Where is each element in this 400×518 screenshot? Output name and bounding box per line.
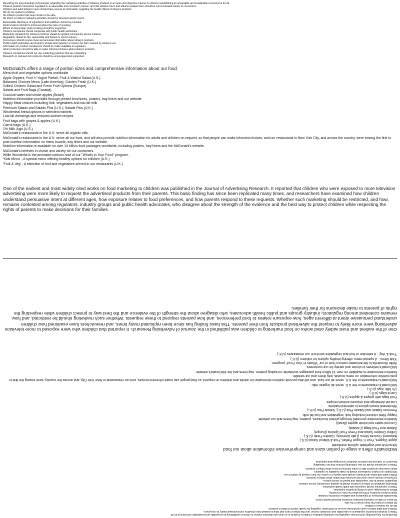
text-line: McDonald's restaurants in the U.K. serve all organic milk. xyxy=(311,382,397,387)
text-line: No tobacco product has been shown to be safe. xyxy=(344,500,397,504)
text-line: Tobacco companies should cooperate with public health authorities. xyxy=(3,29,78,33)
text-line: Tobacco companies should cooperate with public health authorities. xyxy=(322,485,397,489)
text-line: McDonald's offers a range of portion sizes and comprehensive information about our food xyxy=(223,447,397,452)
text-line: Premium Salads and Salads Plus (U.S.); Salads Plus (U.K.) xyxy=(307,408,397,413)
text-line: Tobacco products should be regulated in a reasonable and consistent manner, and that tobacco harm and tobacco-related risks should be communicated clearly to consumers. xyxy=(3,5,197,9)
text-line: Fruit bags with grapes & apples (U.K.) xyxy=(339,395,397,400)
text-line: Adult consumers should be able to make informed choices about tobacco products. xyxy=(304,466,397,470)
text-line: Apple Dippers, Fruit 'n Yogurt Parfait, Fruit & Walnut Salad (U.S.) xyxy=(299,438,397,443)
divider xyxy=(3,258,397,259)
text-line: Menu fruit and vegetable options worldwide xyxy=(3,71,69,76)
text-line: McDonald's restaurants in the U.K. serve all organic milk. xyxy=(3,131,89,136)
text-line: Children and adult tobacco users should have access to information regarding the health effects of tobacco products. xyxy=(267,506,397,510)
main-paragraph-block xyxy=(3,186,397,256)
paragraph: McDonald's restaurants in the U.K. serve all our food, and will also provide nutrition information for adults and children on request, so that people can make informed choices, and our restaurants in New York City, and across the country, were among the first to post nutrition information on menu boards, tray liners and our website. xyxy=(8,373,397,383)
text-line: Public health authorities and industry should work together to reduce the harm caused by tobacco use. xyxy=(3,42,117,46)
text-line: Information on product constituents should be made available to regulators. xyxy=(313,469,397,473)
text-line: Salads and Fruit Bags (Canada) xyxy=(3,88,52,93)
text-line: Salads and Fruit Bags (Canada) xyxy=(348,425,397,430)
text-line: 'Fruit & Veg' - A selection of fruit and vegetables served in our restaurants (U.K.) xyxy=(3,161,123,166)
text-line: Low-fat dressings and reduced-sodium recipes xyxy=(3,114,74,119)
text-line: Balanced Choices Menu (Latin America), Garden Fresh (U.K.) xyxy=(303,434,397,439)
text-line: 'Kids Menu' - A special menu offering healthy options for children (U.K.) xyxy=(290,356,397,361)
text-line: Adult smokers should be informed about the risks of smoking. xyxy=(3,23,72,27)
text-line: We do not market to children. xyxy=(3,11,36,15)
mid-text-block xyxy=(3,66,397,184)
text-line: Balanced Choices Menu (Latin America), Garden Fresh (U.K.) xyxy=(3,79,97,84)
text-line: Adult consumers should be able to make informed choices about tobacco products. xyxy=(3,48,96,52)
text-line: Tobacco products should be regulated in a reasonable and consistent manner, and that tobacco harm and tobacco-related risks should be communicated clearly to consumers. xyxy=(203,509,397,513)
text-line: Willie Wonderful is the animated cartoon host of our "What's in Your Food" program. xyxy=(271,361,397,366)
mirrored-mid-text-block xyxy=(3,334,397,452)
paragraph: Nutrition information is available on over 14 billion food packages worldwide, including posters, tray liners and the McDonald's website. xyxy=(3,144,205,149)
text-line: Premium Salads and Salads Plus (U.S.); Salads Plus (U.K.) xyxy=(3,105,93,110)
text-line: Apple Dippers, Fruit 'n Yogurt Parfait, Fruit & Walnut Salad (U.S.) xyxy=(3,75,101,80)
text-line: Reasonable disclosure of ingredients and additives should be provided. xyxy=(3,20,82,24)
text-line: No direct or indirect marketing activities should be directed toward minors. xyxy=(3,17,85,21)
text-line: Wholemeal bread options in selected markets xyxy=(3,109,72,114)
text-line: Reasonable disclosure of ingredients and additives should be provided. xyxy=(318,494,397,498)
text-line: Coconut water and whole apples (Brazil) xyxy=(336,421,397,426)
text-line: Fruit bags with grapes & apples (U.K.) xyxy=(3,118,61,123)
text-line: Grilled Chicken Salad and Fresh Fruit Options (Europe) xyxy=(3,84,87,89)
text-line: McDonald's believes in choice and variety for our customers. xyxy=(305,365,397,370)
text-line: Public health authorities and industry should work together to reduce the harm caused by tobacco use. xyxy=(283,472,397,476)
text-line: Nutrition information provided through printed brochures, posters, tray liners and our website xyxy=(258,416,397,421)
text-line: No direct or indirect marketing activities should be directed toward minors. xyxy=(315,497,397,501)
text-line: Coconut water and whole apples (Brazil) xyxy=(3,92,64,97)
text-line: Happy Meal choices including fruit, vegetables and low-fat milk xyxy=(3,101,98,106)
text-line: Resolving the long-standing controversies regarding the marketing activities of tobacco products in an open and objective manner is critical to establishing an acceptable and sustainable environment for all xyxy=(171,513,397,516)
text-line: Menu fruit and vegetable options worldwide xyxy=(331,442,397,447)
text-line: Marketing standards for tobacco products should be applied consistently across markets. xyxy=(3,32,102,36)
text-line: 1% Milk Jugs (U.S.) xyxy=(3,127,33,132)
text-line: Research on reduced-risk products should be encouraged and supported. xyxy=(3,54,85,58)
mirrored-paragraph-block xyxy=(3,262,397,332)
text-line: Adult smokers should be informed about the risks of smoking. xyxy=(328,491,397,495)
text-line: Resolving the long-standing controversies regarding the marketing activities of tobacco products in an open and objective manner is critical to establishing an acceptable and sustainable environment for all xyxy=(3,2,229,5)
paragraph: One of the earliest and most widely cited works on food marketing to children was published in the Journal of Advertising Research. It reported that children who were exposed to more television advertising were more likely to request the advertised products from their parents. This basic finding has since been replicated many times, and researchers have examined how children understand persuasive intent at different ages, how exposure relates to food preferences, and how parents respond to these requests. Whether such marketing should be restricted, and how, remains contested among regulators, industry groups and public health advocates, who disagree about the strength of the evidence and the best way to protect children while respecting the rights of parents to make decisions for their families. xyxy=(4,305,397,332)
text-line: Tobacco companies should not use marketing practices that are misleading. xyxy=(313,463,397,467)
text-line: Consumers should receive clear and accurate information about tobacco products. xyxy=(3,39,95,43)
text-line: Marketing standards for tobacco products should be applied consistently across markets. xyxy=(298,482,397,486)
text-line: 'Fruit & Veg' - A selection of fruit and vegetables served in our restaurants (U.K.) xyxy=(277,352,397,357)
text-line: No tobacco product has been shown to be safe. xyxy=(3,14,56,18)
paragraph: Nutrition information is available on over 14 billion food packages worldwide, including posters, tray liners and the McDonald's website. xyxy=(195,369,397,374)
text-line: Nutrition information provided through printed brochures, posters, tray liners and our website xyxy=(3,97,142,102)
text-line: 'Kids Menu' - A special menu offering healthy options for children (U.K.) xyxy=(3,157,110,162)
text-line: We do not market to children. xyxy=(364,503,397,507)
text-line: Regulation should be fair, reasonable and based on sound science. xyxy=(3,36,78,40)
text-line: McDonald's offers a range of portion sizes and comprehensive information about our food xyxy=(3,66,177,71)
text-line: Willie Wonderful is the animated cartoon host of our "What's in Your Food" program. xyxy=(3,152,129,157)
paragraph: McDonald's restaurants in the U.K. serve all our food, and will also provide nutrition information for adults and children on request, so that people can make informed choices, and our restaurants in New York City, and across the country, were among the first to post nutrition information on menu boards, tray liners and our website. xyxy=(3,135,392,145)
text-line: Carrot bags (U.K.) xyxy=(369,391,397,396)
text-line: Carrot bags (U.K.) xyxy=(3,122,31,127)
text-line: Low-fat dressings and reduced-sodium recipes xyxy=(326,399,397,404)
text-line: Research on reduced-risk products should be encouraged and supported. xyxy=(315,460,397,464)
text-line: Happy Meal choices including fruit, vegetables and low-fat milk xyxy=(302,412,397,417)
text-line: Grilled Chicken Salad and Fresh Fruit Options (Europe) xyxy=(313,429,397,434)
text-line: Wholemeal bread options in selected markets xyxy=(328,404,397,409)
top-text-block xyxy=(3,2,397,64)
text-line: Efforts to discourage youth smoking should be supported. xyxy=(333,488,397,492)
text-line: Regulation should be fair, reasonable and based on sound science. xyxy=(322,478,397,482)
text-line: McDonald's believes in choice and variety for our customers. xyxy=(3,148,95,153)
text-line: Information on product constituents should be made available to regulators. xyxy=(3,45,87,49)
paragraph: One of the earliest and most widely cited works on food marketing to children was published in the Journal of Advertising Research. It reported that children who were exposed to more television advertising were more likely to request the advertised products from their parents. This basic finding has since been replicated many times, and researchers have examined how children understand persuasive intent at different ages, how exposure relates to food preferences, and how parents respond to these requests. Whether such marketing should be restricted, and how, remains contested among regulators, industry groups and public health advocates, who disagree about the strength of the evidence and the best way to protect children while respecting the rights of parents to make decisions for their families. xyxy=(3,186,396,213)
text-line: Consumers should receive clear and accurate information about tobacco products. xyxy=(305,475,397,479)
text-line: Tobacco companies should not use marketing practices that are misleading. xyxy=(3,51,87,55)
text-line: 1% Milk Jugs (U.S.) xyxy=(367,386,397,391)
text-line: Efforts to discourage youth smoking should be supported. xyxy=(3,26,67,30)
mirrored-top-text-block xyxy=(3,454,397,516)
text-line: Children and adult tobacco users should have access to information regarding the health effects of tobacco products. xyxy=(3,8,133,12)
